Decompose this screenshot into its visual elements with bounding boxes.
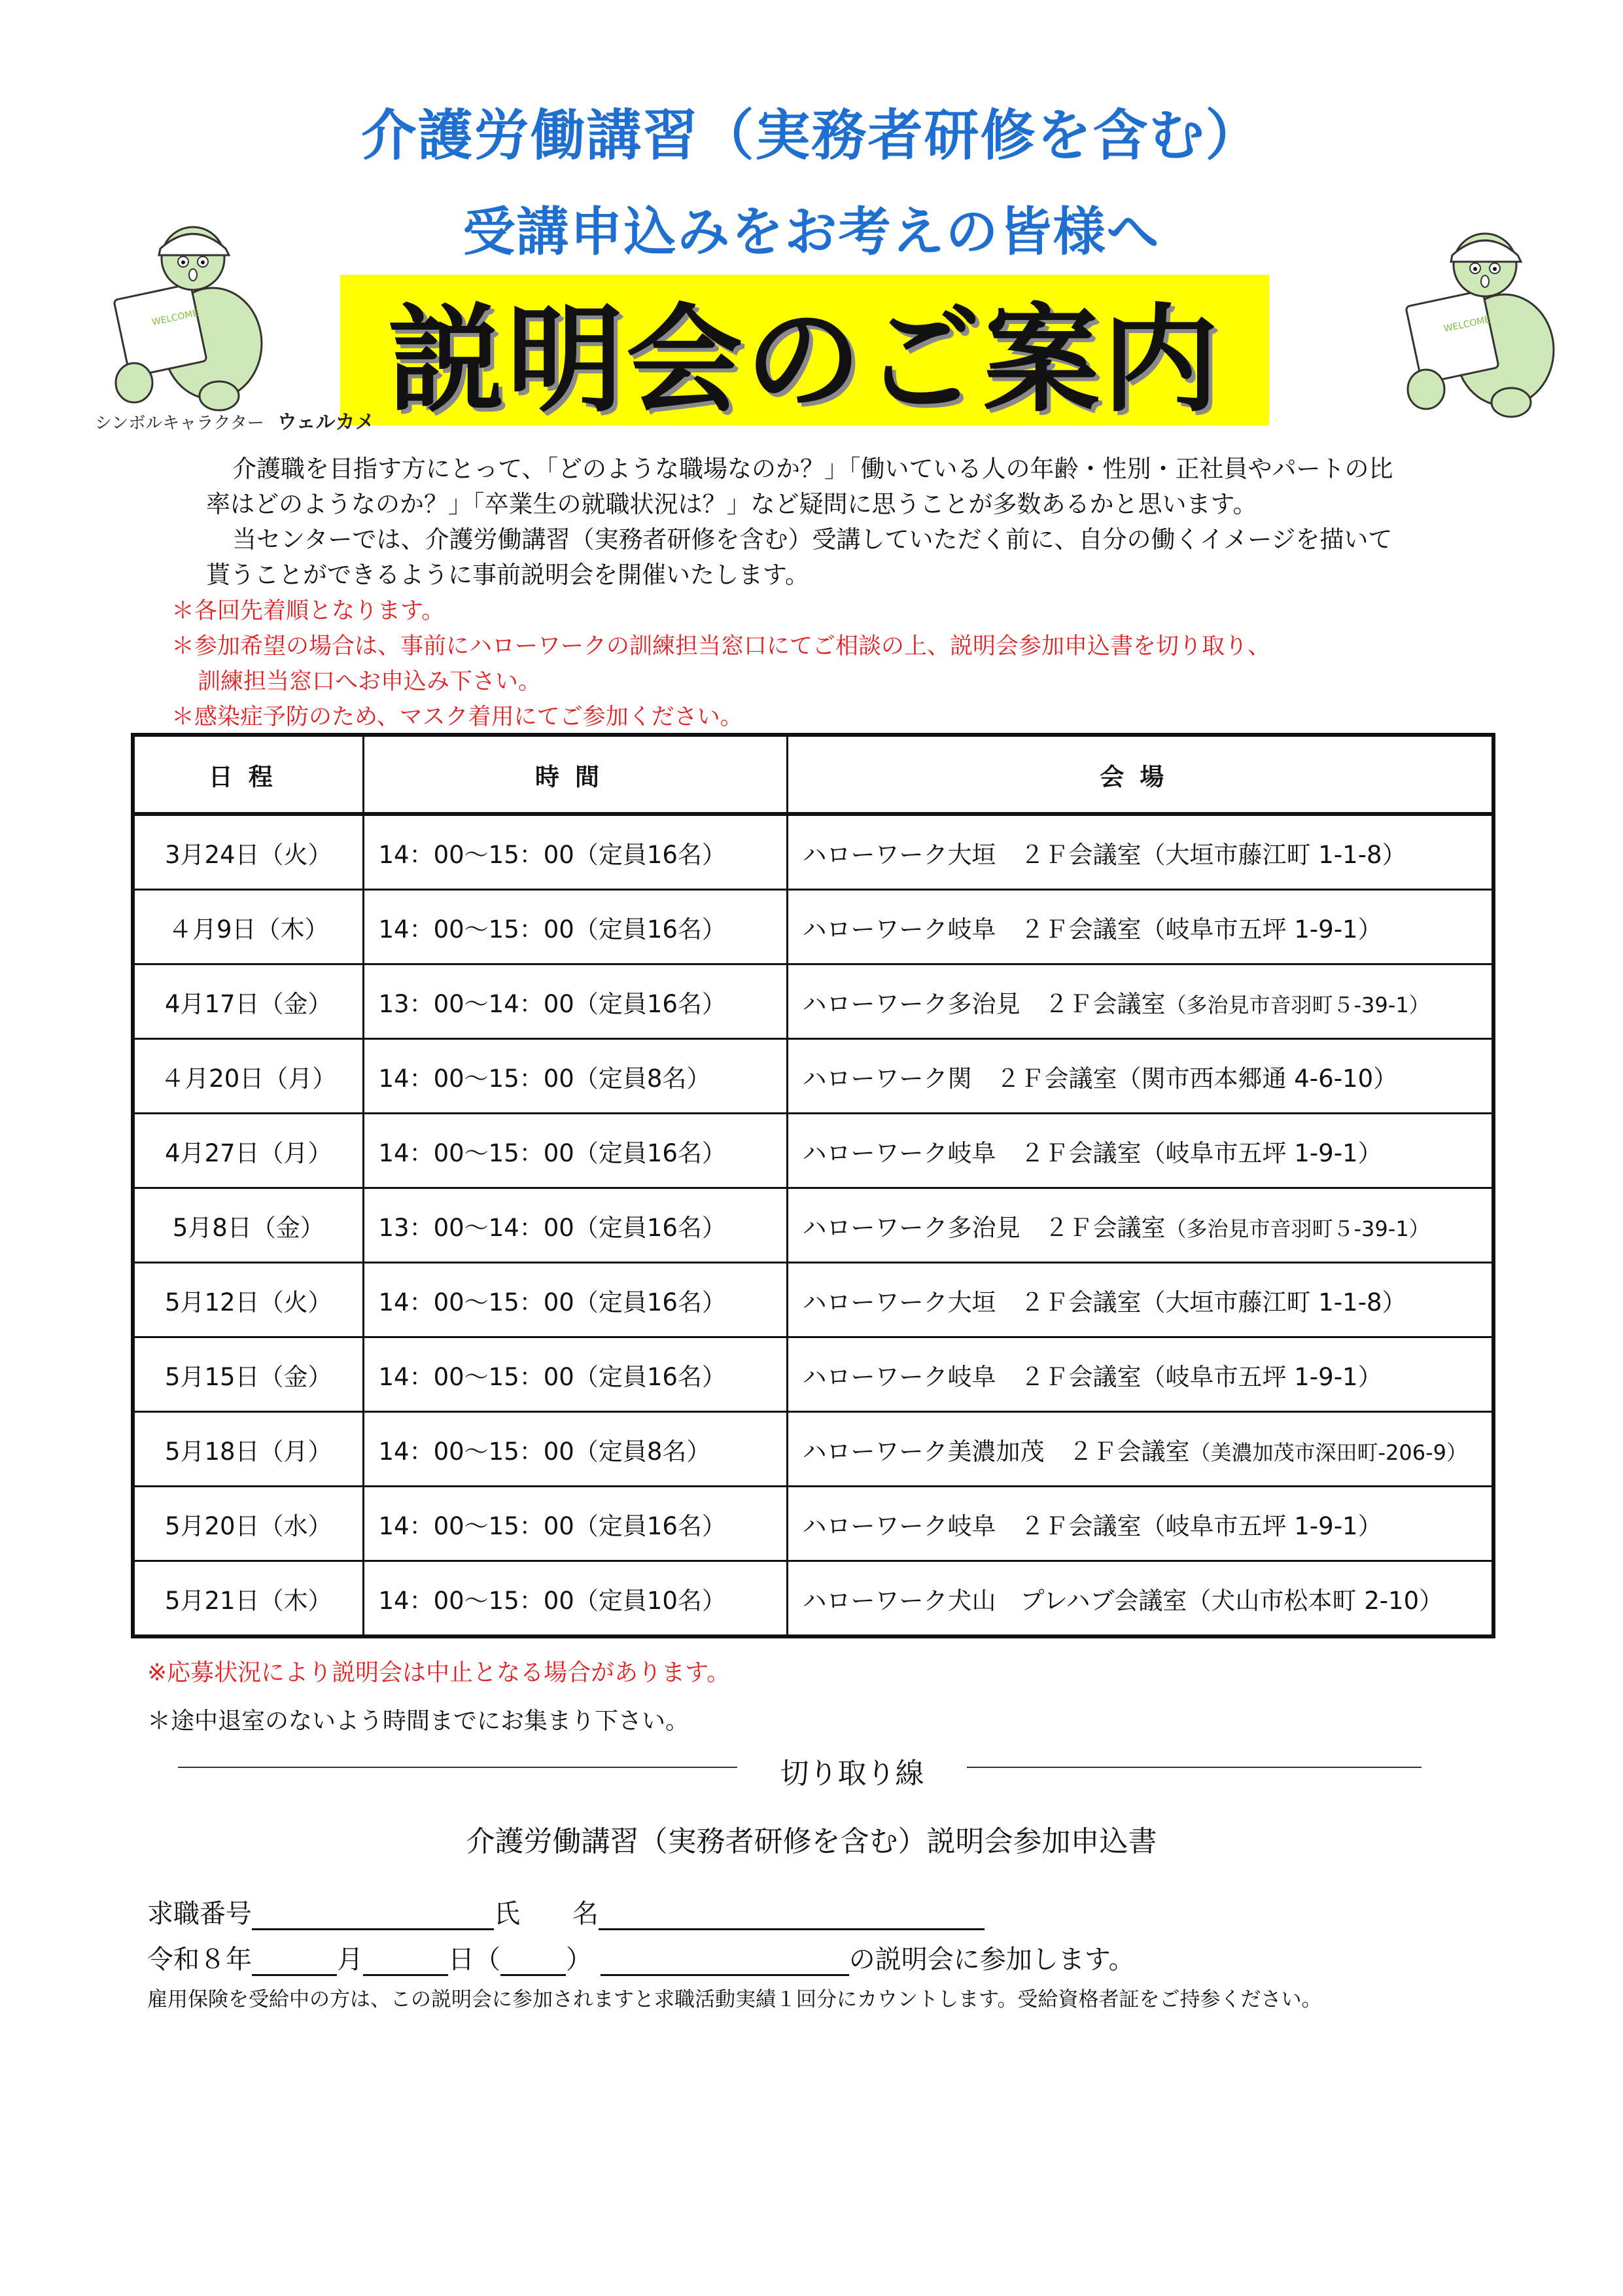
notice-apply-line1: ＊参加希望の場合は、事前にハローワークの訓練担当窓口にてご相談の上、説明会参加申込書を切り取り、 <box>171 633 1271 660</box>
application-form-title: 介護労働講習（実務者研修を含む）説明会参加申込書 <box>466 1825 1157 1858</box>
cell-date: 5月12日（火） <box>133 1263 363 1337</box>
cell-date: 5月20日（水） <box>133 1487 363 1561</box>
intro-p1-line2: 率はどのようなのか？」「卒業生の就職状況は？」など疑問に思うことが多数あるかと思います。 <box>206 490 1257 518</box>
form-row-date <box>147 1939 1135 1976</box>
mascot-caption-prefix: シンボルキャラクター <box>95 414 264 433</box>
table-row <box>133 1337 1493 1412</box>
notice-list <box>171 593 1270 735</box>
participation-suffix: の説明会に参加します。 <box>848 1945 1135 1975</box>
notice-apply-line2: 訓練担当窓口へお申込み下さい。 <box>198 669 542 695</box>
cell-date: 5月15日（金） <box>133 1337 363 1412</box>
name-field[interactable] <box>599 1903 985 1930</box>
day-field[interactable] <box>363 1949 448 1976</box>
schedule-table <box>131 733 1495 1638</box>
table-row <box>133 814 1493 890</box>
cell-time: 14：00〜15：00（定員16名） <box>363 1487 787 1561</box>
cell-place <box>787 1114 1493 1188</box>
cell-place <box>787 1487 1493 1561</box>
place-address: （多治見市音羽町５-39-1） <box>1165 1216 1430 1241</box>
cell-date: 4月27日（月） <box>133 1114 363 1188</box>
weekday-field[interactable] <box>500 1949 566 1976</box>
turtle-mascot-right-illustration <box>1400 226 1570 422</box>
cell-date: 4月17日（金） <box>133 964 363 1039</box>
cell-date: ４月20日（月） <box>133 1039 363 1114</box>
place-text: ハローワーク多治見 ２Ｆ会議室 <box>802 989 1166 1018</box>
job-number-label: 求職番号 <box>147 1899 252 1929</box>
table-row <box>133 1412 1493 1487</box>
cell-time: 14：00〜15：00（定員10名） <box>363 1561 787 1637</box>
intro-p1-line1: 介護職を目指す方にとって、「どのような職場なのか？」「働いている人の年齢・性別・正社員やパートの比 <box>232 455 1393 483</box>
header-date: 日程 <box>133 735 363 814</box>
cell-time: 14：00〜15：00（定員8名） <box>363 1039 787 1114</box>
banner-text: 説明会のご案内 <box>388 292 1221 428</box>
place-text: ハローワーク岐阜 ２Ｆ会議室（岐阜市五坪 1-9-1） <box>802 1139 1382 1167</box>
notice-mask: ＊感染症予防のため、マスク着用にてご参加ください。 <box>171 704 743 730</box>
cell-date: 5月18日（月） <box>133 1412 363 1487</box>
cell-place <box>787 964 1493 1039</box>
month-field[interactable] <box>252 1949 337 1976</box>
header-place: 会場 <box>787 735 1493 814</box>
table-row <box>133 890 1493 964</box>
turtle-mascot-left-illustration <box>108 219 278 415</box>
cell-place <box>787 890 1493 964</box>
subtitle: 受講申込みをお考えの皆様へ <box>462 202 1161 262</box>
header-time: 時間 <box>363 735 787 814</box>
form-row-job-name <box>147 1893 985 1930</box>
table-row <box>133 1039 1493 1114</box>
place-text: ハローワーク岐阜 ２Ｆ会議室（岐阜市五坪 1-9-1） <box>802 915 1382 944</box>
venue-field[interactable] <box>601 1949 849 1976</box>
mascot-name: ウェルカメ <box>277 411 375 434</box>
cut-line-label: 切り取り線 <box>780 1757 924 1790</box>
cell-time: 14：00〜15：00（定員16名） <box>363 814 787 890</box>
svg-text:WELCOME: WELCOME <box>1442 314 1492 335</box>
cell-date: ４月9日（木） <box>133 890 363 964</box>
place-text: ハローワーク岐阜 ２Ｆ会議室（岐阜市五坪 1-9-1） <box>802 1511 1382 1540</box>
cell-place <box>787 1337 1493 1412</box>
cell-date: 5月8日（金） <box>133 1188 363 1263</box>
place-text: ハローワーク大垣 ２Ｆ会議室（大垣市藤江町 1-1-8） <box>802 1288 1406 1316</box>
table-row <box>133 1561 1493 1637</box>
place-text: ハローワーク美濃加茂 ２Ｆ会議室 <box>802 1437 1190 1466</box>
place-text: ハローワーク大垣 ２Ｆ会議室（大垣市藤江町 1-1-8） <box>802 840 1406 869</box>
cell-time: 13：00〜14：00（定員16名） <box>363 964 787 1039</box>
punctuality-note: ＊途中退室のないよう時間までにお集まり下さい。 <box>147 1708 689 1735</box>
cell-place <box>787 814 1493 890</box>
place-address: （多治見市音羽町５-39-1） <box>1165 992 1430 1017</box>
place-text: ハローワーク犬山 プレハブ会議室（犬山市松本町 2-10） <box>802 1586 1444 1615</box>
cell-place <box>787 1188 1493 1263</box>
cut-line <box>0 1747 1623 1790</box>
table-row <box>133 1188 1493 1263</box>
intro-paragraph-1 <box>164 451 1472 593</box>
cell-time: 13：00〜14：00（定員16名） <box>363 1188 787 1263</box>
cell-time: 14：00〜15：00（定員16名） <box>363 1337 787 1412</box>
intro-p2-line1: 当センターでは、介護労働講習（実務者研修を含む）受講していただく前に、自分の働くイメージを描いて <box>232 525 1393 554</box>
table-row <box>133 1263 1493 1337</box>
cut-line-left <box>178 1767 737 1768</box>
cancellation-note: ※応募状況により説明会は中止となる場合があります。 <box>147 1659 731 1686</box>
cell-date: 5月21日（木） <box>133 1561 363 1637</box>
main-title: 介護労働講習（実務者研修を含む） <box>361 103 1262 168</box>
day-label: 日（ <box>448 1945 500 1975</box>
employment-insurance-note: 雇用保険を受給中の方は、この説明会に参加されますと求職活動実績１回分にカウントします。受給資格者証をご持参ください。 <box>147 1988 1322 2011</box>
place-text: ハローワーク関 ２Ｆ会議室（関市西本郷通 4-6-10） <box>802 1064 1398 1093</box>
place-address: （美濃加茂市深田町-206-9） <box>1189 1439 1468 1465</box>
title-banner <box>340 275 1269 428</box>
svg-text:WELCOME: WELCOME <box>150 308 200 328</box>
cut-line-right <box>967 1767 1422 1768</box>
month-label: 月 <box>337 1945 363 1975</box>
cell-date: 3月24日（火） <box>133 814 363 890</box>
name-label: 氏 名 <box>494 1899 599 1929</box>
date-prefix: 令和８年 <box>147 1945 252 1975</box>
cell-place <box>787 1263 1493 1337</box>
job-number-field[interactable] <box>252 1903 494 1930</box>
notice-first-come: ＊各回先着順となります。 <box>171 598 445 624</box>
cell-place <box>787 1561 1493 1637</box>
mascot-caption <box>95 406 375 434</box>
table-row <box>133 1114 1493 1188</box>
cell-time: 14：00〜15：00（定員16名） <box>363 1263 787 1337</box>
cell-place <box>787 1039 1493 1114</box>
cell-time: 14：00〜15：00（定員16名） <box>363 1114 787 1188</box>
intro-p2-line2: 貰うことができるように事前説明会を開催いたします。 <box>206 561 810 589</box>
place-text: ハローワーク多治見 ２Ｆ会議室 <box>802 1213 1166 1242</box>
cell-place <box>787 1412 1493 1487</box>
cell-time: 14：00〜15：00（定員8名） <box>363 1412 787 1487</box>
table-row <box>133 1487 1493 1561</box>
table-row <box>133 964 1493 1039</box>
place-text: ハローワーク岐阜 ２Ｆ会議室（岐阜市五坪 1-9-1） <box>802 1362 1382 1391</box>
day-close: ） <box>566 1945 592 1975</box>
cell-time: 14：00〜15：00（定員16名） <box>363 890 787 964</box>
table-header-row <box>133 735 1493 814</box>
